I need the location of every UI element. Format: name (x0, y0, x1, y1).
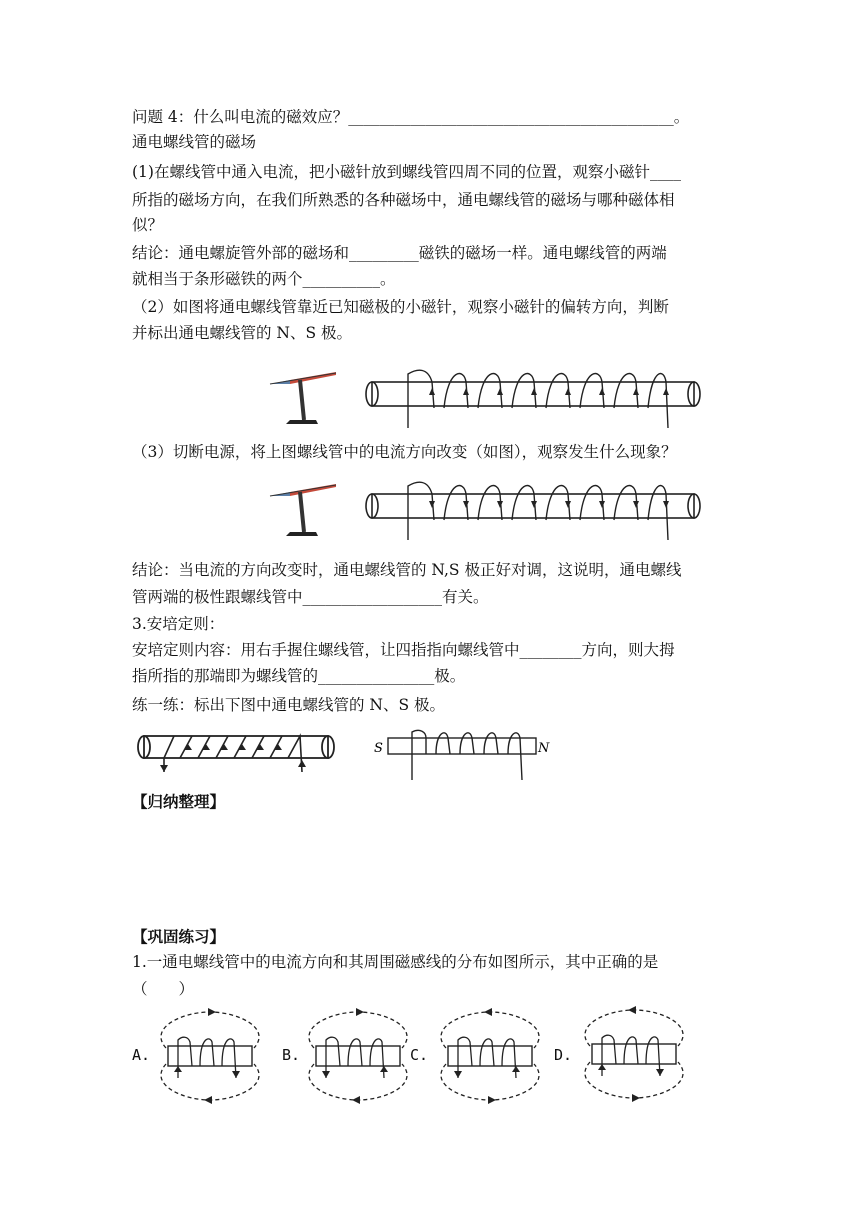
question-1-line-2: （ ） (132, 980, 195, 998)
option-c-figure (432, 1008, 548, 1104)
ampere-rule-line-1: 安培定则内容：用右手握住螺线管，让四指指向螺线管中________方向，则大拇 (132, 641, 675, 659)
option-a-figure (152, 1008, 268, 1104)
paragraph-1-line-2: 所指的磁场方向，在我们所熟悉的各种磁场中，通电螺线管的磁场与哪种磁体相 (132, 191, 675, 209)
pole-label-left: S (374, 741, 383, 756)
conclusion-2-line-2: 管两端的极性跟螺线管中__________________有关。 (132, 588, 489, 606)
ampere-rule-title: 3.安培定则： (132, 615, 225, 633)
practice-prompt: 练一练：标出下图中通电螺线管的 N、S 极。 (132, 696, 446, 714)
option-c-label: C. (410, 1046, 429, 1064)
option-b-label: B. (282, 1046, 301, 1064)
conclusion-1-line-2: 就相当于条形磁铁的两个__________。 (132, 270, 396, 288)
section-heading-solenoid: 通电螺线管的磁场 (132, 133, 257, 151)
paragraph-3: （3）切断电源，将上图螺线管中的电流方向改变（如图），观察发生什么现象？ (132, 443, 677, 461)
question-1-line-1: 1.一通电螺线管中的电流方向和其周围磁感线的分布如图所示，其中正确的是 (132, 953, 659, 971)
figure-practice-solenoid-left (136, 728, 336, 776)
summary-heading: 【归纳整理】 (132, 792, 226, 811)
conclusion-1-line-1: 结论：通电螺旋管外部的磁场和_________磁铁的磁场一样。通电螺线管的两端 (132, 244, 667, 262)
option-d-figure (576, 1006, 692, 1102)
figure-compass-solenoid-1 (268, 368, 728, 432)
option-a-label: A. (132, 1046, 151, 1064)
paragraph-1-line-3: 似？ (132, 216, 164, 234)
question-4: 问题 4：什么叫电流的磁效应？__________________________________________。 (132, 108, 690, 126)
figure-compass-solenoid-2 (268, 480, 728, 544)
option-d-label: D. (554, 1046, 573, 1064)
pole-label-right: N (538, 741, 550, 756)
consolidation-heading: 【巩固练习】 (132, 927, 226, 946)
paragraph-2-line-1: （2）如图将通电螺线管靠近已知磁极的小磁针，观察小磁针的偏转方向，判断 (132, 298, 669, 316)
paragraph-1-line-1: (1)在螺线管中通入电流，把小磁针放到螺线管四周不同的位置，观察小磁针____ (132, 163, 681, 181)
ampere-rule-line-2: 指所指的那端即为螺线管的_______________极。 (132, 667, 466, 685)
option-b-figure (300, 1008, 416, 1104)
paragraph-2-line-2: 并标出通电螺线管的 N、S 极。 (132, 324, 353, 342)
conclusion-2-line-1: 结论：当电流的方向改变时，通电螺线管的 N,S 极正好对调，这说明，通电螺线 (132, 561, 682, 579)
figure-practice-solenoid-right (372, 728, 562, 782)
